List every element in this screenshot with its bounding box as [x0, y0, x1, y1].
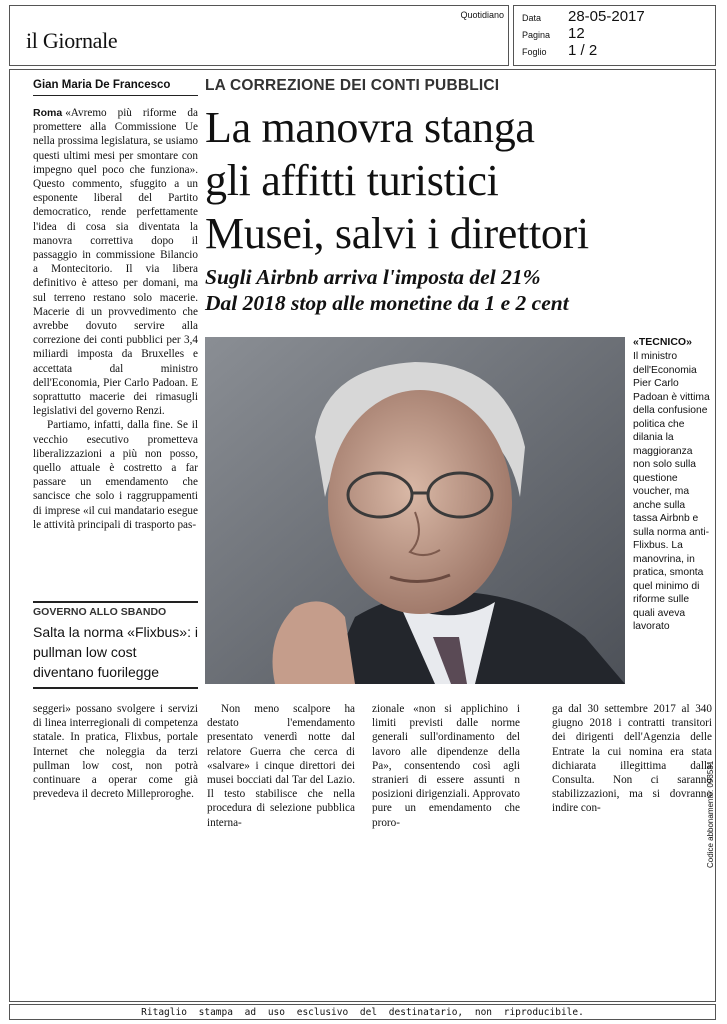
box-top-rule: [33, 601, 198, 603]
box-kicker: GOVERNO ALLO SBANDO: [33, 606, 167, 618]
subscription-code: Codice abbonamento: 093531: [706, 760, 715, 868]
headline-line-1: La manovra stanga: [205, 103, 535, 152]
author-byline: Gian Maria De Francesco: [33, 79, 171, 91]
meta-label-date: Data: [522, 13, 542, 23]
meta-value-sheet: 1 / 2: [568, 42, 598, 59]
column-1-paragraph-2: Partiamo, infatti, dalla fine. Se il vecchio esecutivo prometteva liberalizzazioni a più non posso, quello attuale è costretto a far passare un emendamento che sancisce che solo i raggruppamenti di imprese «il cui mandatario esegue le attività principali di trasporto pas-: [33, 419, 198, 531]
sidebar-caption: Il ministro dell'Economia Pier Carlo Padoan è vittima della confusione politica che dilania la maggioranza non solo sulla questione voucher, ma anche sulla tassa Airbnb e sulla norma anti-Flixbus. La manovrina, in pratica, smonta quel minimo di riforme sulle quali aveva lavorato: [633, 351, 710, 632]
column-1-paragraph-3: seggeri» possano svolgere i servizi di linea interregionali di competenza statale. In pratica, Flixbus, portale Internet che noleggia da terzi pullman low cost, non potrà continuare a operar come già prevedeva il decreto Milleproroghe.: [33, 703, 198, 801]
subheadline-line-1: Sugli Airbnb arriva l'imposta del 21%: [205, 265, 541, 289]
subheadline: [205, 264, 705, 316]
dateline: Roma: [33, 107, 63, 119]
column-4-text: ga dal 30 settembre 2017 al 340 giugno 2018 i contratti transitori dei dirigenti dell'Agenzia delle Entrate la cui nomina era stata dichiarata illegittima dalla Consulta. Non ci saranno stabilizzazioni, ma si dovranno indire con-: [552, 703, 712, 815]
subheadline-line-2: Dal 2018 stop alle monetine da 1 e 2 cent: [205, 291, 569, 315]
masthead-box: [9, 5, 509, 66]
box-bottom-rule: [33, 687, 198, 689]
newspaper-logo: il Giornale: [26, 28, 118, 53]
meta-label-page: Pagina: [522, 30, 551, 40]
meta-label-sheet: Foglio: [522, 47, 547, 57]
box-title: Salta la norma «Flixbus»: i pullman low cost diventano fuorilegge: [33, 624, 198, 680]
meta-box: [513, 5, 716, 66]
meta-value-page: 12: [568, 25, 585, 42]
headline-line-3: Musei, salvi i direttori: [205, 209, 589, 258]
headline: [205, 101, 705, 260]
column-2-text: Non meno scalpore ha destato l'emendamento presentato venerdì notte dal relatore Guerra che cerca di «salvare» i cinque direttori dei musei bocciati dal Tar del Lazio. Il testo stabilisce che nella procedura di selezione pubblica interna-: [207, 703, 355, 829]
column-1-text: [33, 106, 198, 532]
column-1-paragraph-1: «Avremo più riforme da promettere alla Commissione Ue nella prossima legislatura, se usiamo questi ultimi mesi per smontare con impegno quel poco che funziona». Questo commento, sfuggito a un esponente liberal del Partito democratico, rende perfettamente l'idea di cosa sia diventata la manovra correttiva dopo il passaggio in commissione Bilancio a Montecitorio. Il via libera definitivo è atteso per domani, ma sul terreno restano solo macerie. Macerie di un provvedimento che avrebbe dovuto servire alla correzione dei conti pubblici per 3,4 miliardi imposta da Bruxelles e accettata dal ministro dell'Economia, Pier Carlo Padoan. E soprattutto macerie dei rimasugli legislativi del governo Renzi.: [33, 107, 198, 418]
sidebar-tag: «TECNICO»: [633, 336, 692, 348]
meta-value-date: 28-05-2017: [568, 8, 645, 25]
section-kicker: LA CORREZIONE DEI CONTI PUBBLICI: [205, 77, 500, 94]
byline-rule: [33, 95, 198, 96]
column-3-text: zionale «non si applichino i limiti previsti dalle norme generali sull'ordinamento del lavoro alle dipendenze della Pa», consentendo così agli stranieri di essere assunti n posizioni dirigenziali. Approvato pure un emendamento che proro-: [372, 703, 520, 829]
minister-photo: [205, 337, 625, 684]
publication-type: Quotidiano: [460, 10, 504, 20]
footer-disclaimer: Ritaglio stampa ad uso esclusivo del destinatario, non riproducibile.: [9, 1004, 716, 1020]
headline-line-2: gli affitti turistici: [205, 156, 499, 205]
portrait-illustration: [205, 337, 625, 684]
